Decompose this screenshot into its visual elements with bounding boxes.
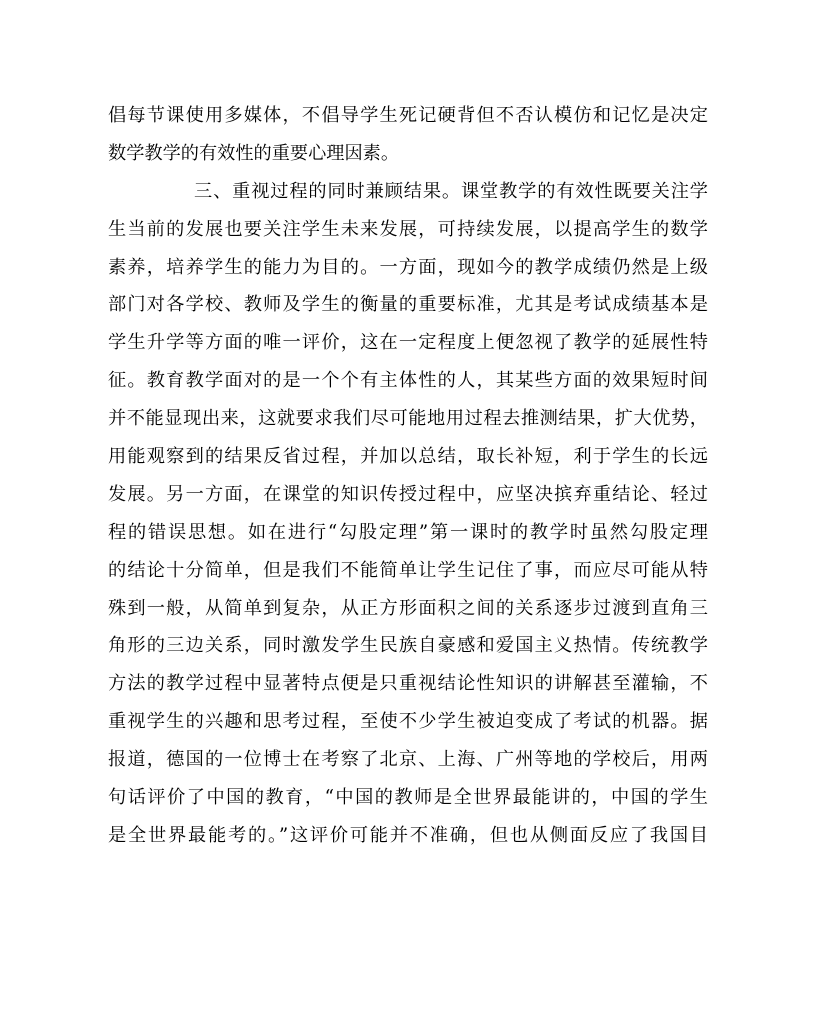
text-line: 征。教育教学面对的是一个个有主体性的人，其某些方面的效果短时间 <box>108 370 708 392</box>
body-text <box>108 97 708 855</box>
text-line: 生当前的发展也要关注学生未来发展，可持续发展，以提高学生的数学 <box>108 218 708 240</box>
text-line: 重视学生的兴趣和思考过程，至使不少学生被迫变成了考试的机器。据 <box>108 711 708 733</box>
text-line: 角形的三边关系，同时激发学生民族自豪感和爱国主义热情。传统教学 <box>108 635 708 657</box>
text-line: 部门对各学校、教师及学生的衡量的重要标准，尤其是考试成绩基本是 <box>108 294 708 316</box>
text-line: 报道，德国的一位博士在考察了北京、上海、广州等地的学校后，用两 <box>108 749 708 771</box>
text-line: 句话评价了中国的教育，“中国的教师是全世界最能讲的，中国的学生 <box>108 787 708 809</box>
text-line: 用能观察到的结果反省过程，并加以总结，取长补短，利于学生的长远 <box>108 446 708 468</box>
text-line: 殊到一般，从简单到复杂，从正方形面积之间的关系逐步过渡到直角三 <box>108 597 708 619</box>
text-line: 方法的教学过程中显著特点便是只重视结论性知识的讲解甚至灌输，不 <box>108 673 708 695</box>
text-line: 的结论十分简单，但是我们不能简单让学生记住了事，而应尽可能从特 <box>108 559 708 581</box>
text-line: 并不能显现出来，这就要求我们尽可能地用过程去推测结果，扩大优势， <box>108 408 708 430</box>
section-heading-line: 三、重视过程的同时兼顾结果。课堂教学的有效性既要关注学 <box>194 180 708 202</box>
text-line: 发展。另一方面，在课堂的知识传授过程中，应坚决摈弃重结论、轻过 <box>108 483 708 505</box>
text-line: 是全世界最能考的。”这评价可能并不准确，但也从侧面反应了我国目 <box>108 824 708 846</box>
text-line: 学生升学等方面的唯一评价，这在一定程度上便忽视了教学的延展性特 <box>108 332 708 354</box>
text-line: 倡每节课使用多媒体，不倡导学生死记硬背但不否认模仿和记忆是决定 <box>108 105 708 126</box>
text-line: 数学教学的有效性的重要心理因素。 <box>108 142 400 164</box>
text-line: 程的错误思想。如在进行“勾股定理”第一课时的教学时虽然勾股定理 <box>108 521 708 543</box>
text-line: 素养，培养学生的能力为目的。一方面，现如今的教学成绩仍然是上级 <box>108 256 708 278</box>
